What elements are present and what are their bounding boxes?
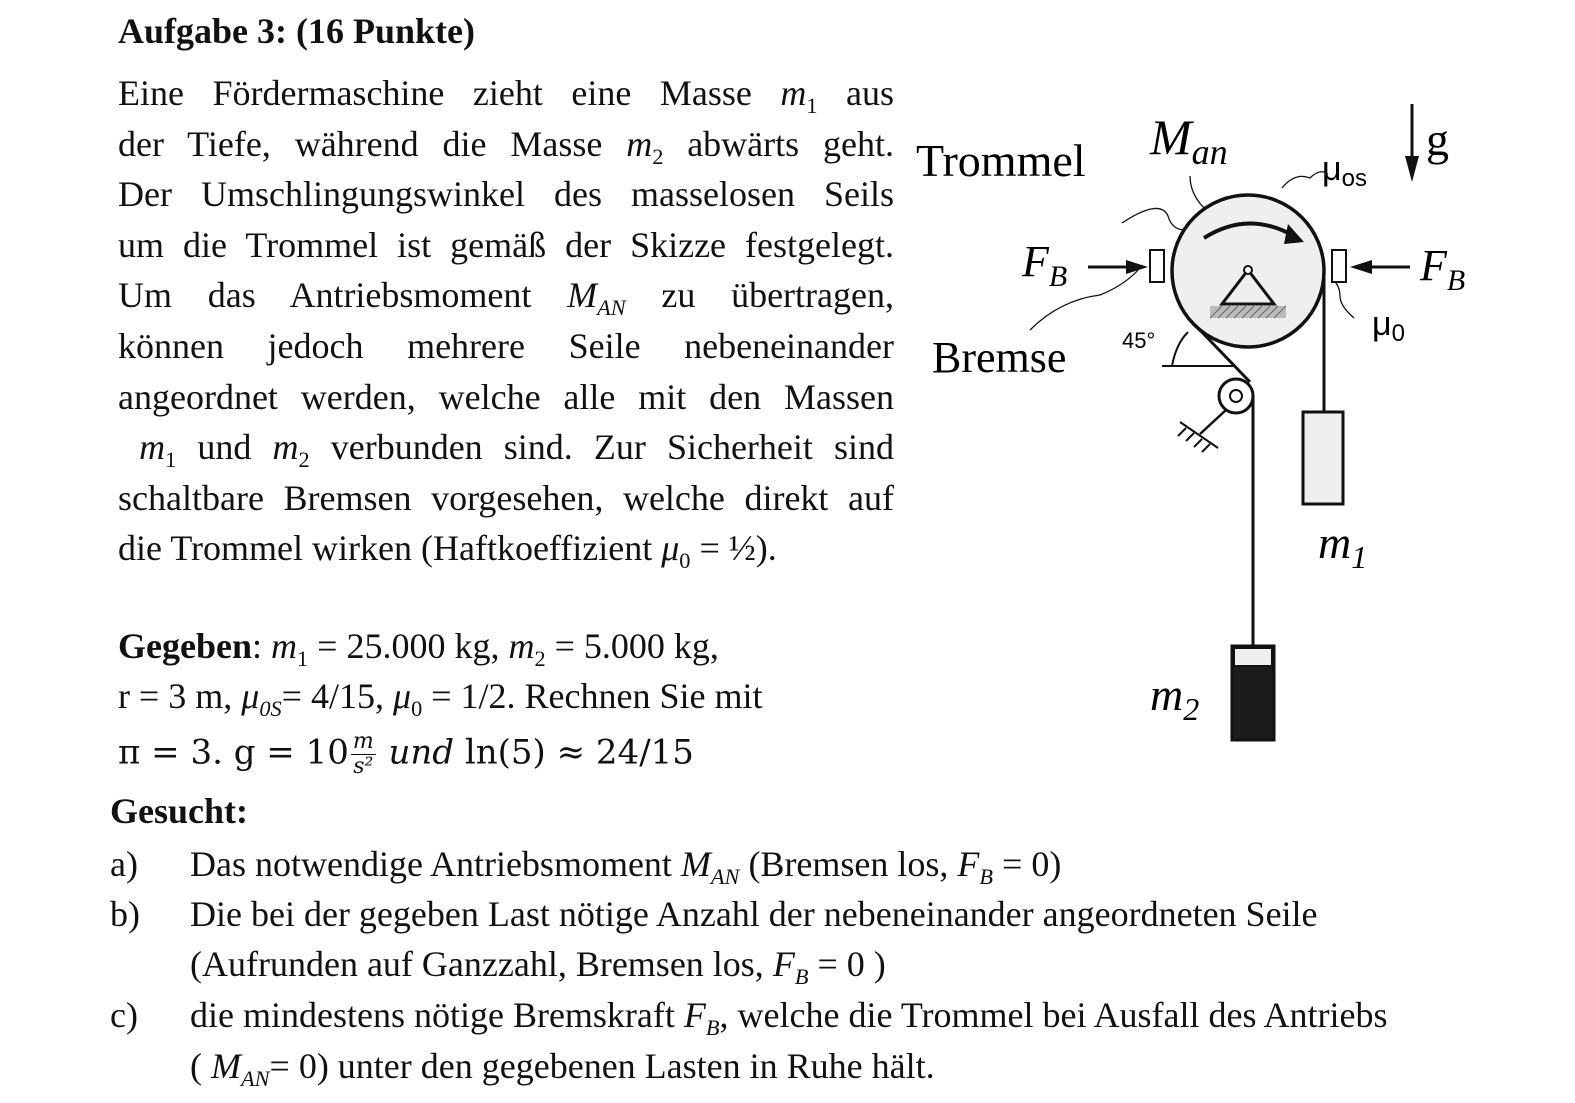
- intro-line: angeordnet werden, welche alle mit den Massen: [118, 376, 894, 417]
- fraction-m-per-s2: $\frac{m}{\text{s²}}$: [352, 729, 374, 779]
- question-c-label: c): [110, 995, 138, 1035]
- brake-force-arrow-right-icon: [1350, 260, 1410, 274]
- label-mu-0: μ0: [1372, 305, 1405, 347]
- leader-trommel: [1122, 208, 1185, 230]
- label-moment-an: $M_{an}$: [1150, 109, 1228, 172]
- angle-arc: [1172, 332, 1188, 366]
- question-c-text-cont: ( $M_{AN}= 0$) unter den gegebenen Lasten in Ruhe hält.: [190, 1046, 935, 1091]
- intro-line: schaltbare Bremsen vorgesehen, welche direkt auf: [118, 477, 894, 518]
- mass-m1-block: [1303, 412, 1343, 504]
- label-bremse: Bremse: [932, 333, 1067, 382]
- label-fb-left: $F_B$: [1022, 237, 1068, 293]
- intro-line: der Tiefe, während die Masse $m_2$ abwärts geht.: [118, 123, 894, 169]
- label-mu-os: μos: [1322, 150, 1367, 192]
- given-line-3: π = 3. g = 10 $\frac{m}{\text{s²}}$ und ln(5) ≈ 24/15: [118, 729, 694, 779]
- question-a-label: a): [110, 844, 138, 884]
- gravity-arrow-icon: [1405, 104, 1419, 182]
- intro-line: können jedoch mehrere Seile nebeneinander: [118, 325, 894, 366]
- brake-pad-right: [1332, 250, 1346, 282]
- intro-line: um die Trommel ist gemäß der Skizze festgelegt.: [118, 224, 894, 265]
- ground-hatch-icon: [1178, 422, 1218, 452]
- label-trommel: Trommel: [916, 135, 1086, 186]
- intro-paragraph: [118, 68, 894, 574]
- question-a-text: Das notwendige Antriebsmoment $M_{AN}$ (Bremsen los, $F_B = 0$): [190, 844, 1062, 889]
- label-angle: 45°: [1122, 328, 1156, 353]
- label-m2: $m_2$: [1150, 669, 1200, 727]
- label-fb-right: $F_B$: [1420, 241, 1466, 297]
- label-m1: $m_1$: [1318, 517, 1368, 575]
- sought-heading: Gesucht:: [110, 791, 248, 831]
- task-title: Aufgabe 3: (16 Punkte): [118, 11, 475, 51]
- question-b-label: b): [110, 894, 140, 934]
- intro-line: Der Umschlingungswinkel des masselosen Seils: [118, 174, 894, 215]
- given-line-1: Gegeben: $m_1 = 25.000$ kg, $m_2 = 5.000$ kg,: [118, 626, 719, 671]
- intro-line: die Trommel wirken (Haftkoeffizient $\mu_0$ = ½).: [118, 528, 777, 574]
- brake-pad-left: [1150, 250, 1164, 282]
- question-b-text-cont: (Aufrunden auf Ganzzahl, Bremsen los, $F_B = 0$ ): [190, 944, 886, 989]
- intro-line: $m_1$ und $m_2$ verbunden sind. Zur Sicherheit sind: [139, 427, 895, 472]
- brake-force-arrow-left-icon: [1088, 260, 1148, 274]
- given-line-2: r = 3 m, $\mu_{0S}= 4/15$, $\mu_0 = 1/2$. Rechnen Sie mit: [118, 676, 763, 721]
- hoist-drum-figure: [900, 90, 1540, 760]
- question-b-text: Die bei der gegeben Last nötige Anzahl der nebeneinander angeordneten Seile: [190, 894, 1318, 934]
- intro-line: Um das Antriebsmoment $M_{AN}$ zu übertragen,: [118, 275, 894, 321]
- intro-line: Eine Fördermaschine zieht eine Masse $m_1$ aus: [118, 73, 894, 118]
- label-gravity: g: [1426, 114, 1449, 165]
- question-c-text: die mindestens nötige Bremskraft $F_B$, welche die Trommel bei Ausfall des Antriebs: [190, 995, 1388, 1040]
- leader-mu-0: [1332, 278, 1354, 318]
